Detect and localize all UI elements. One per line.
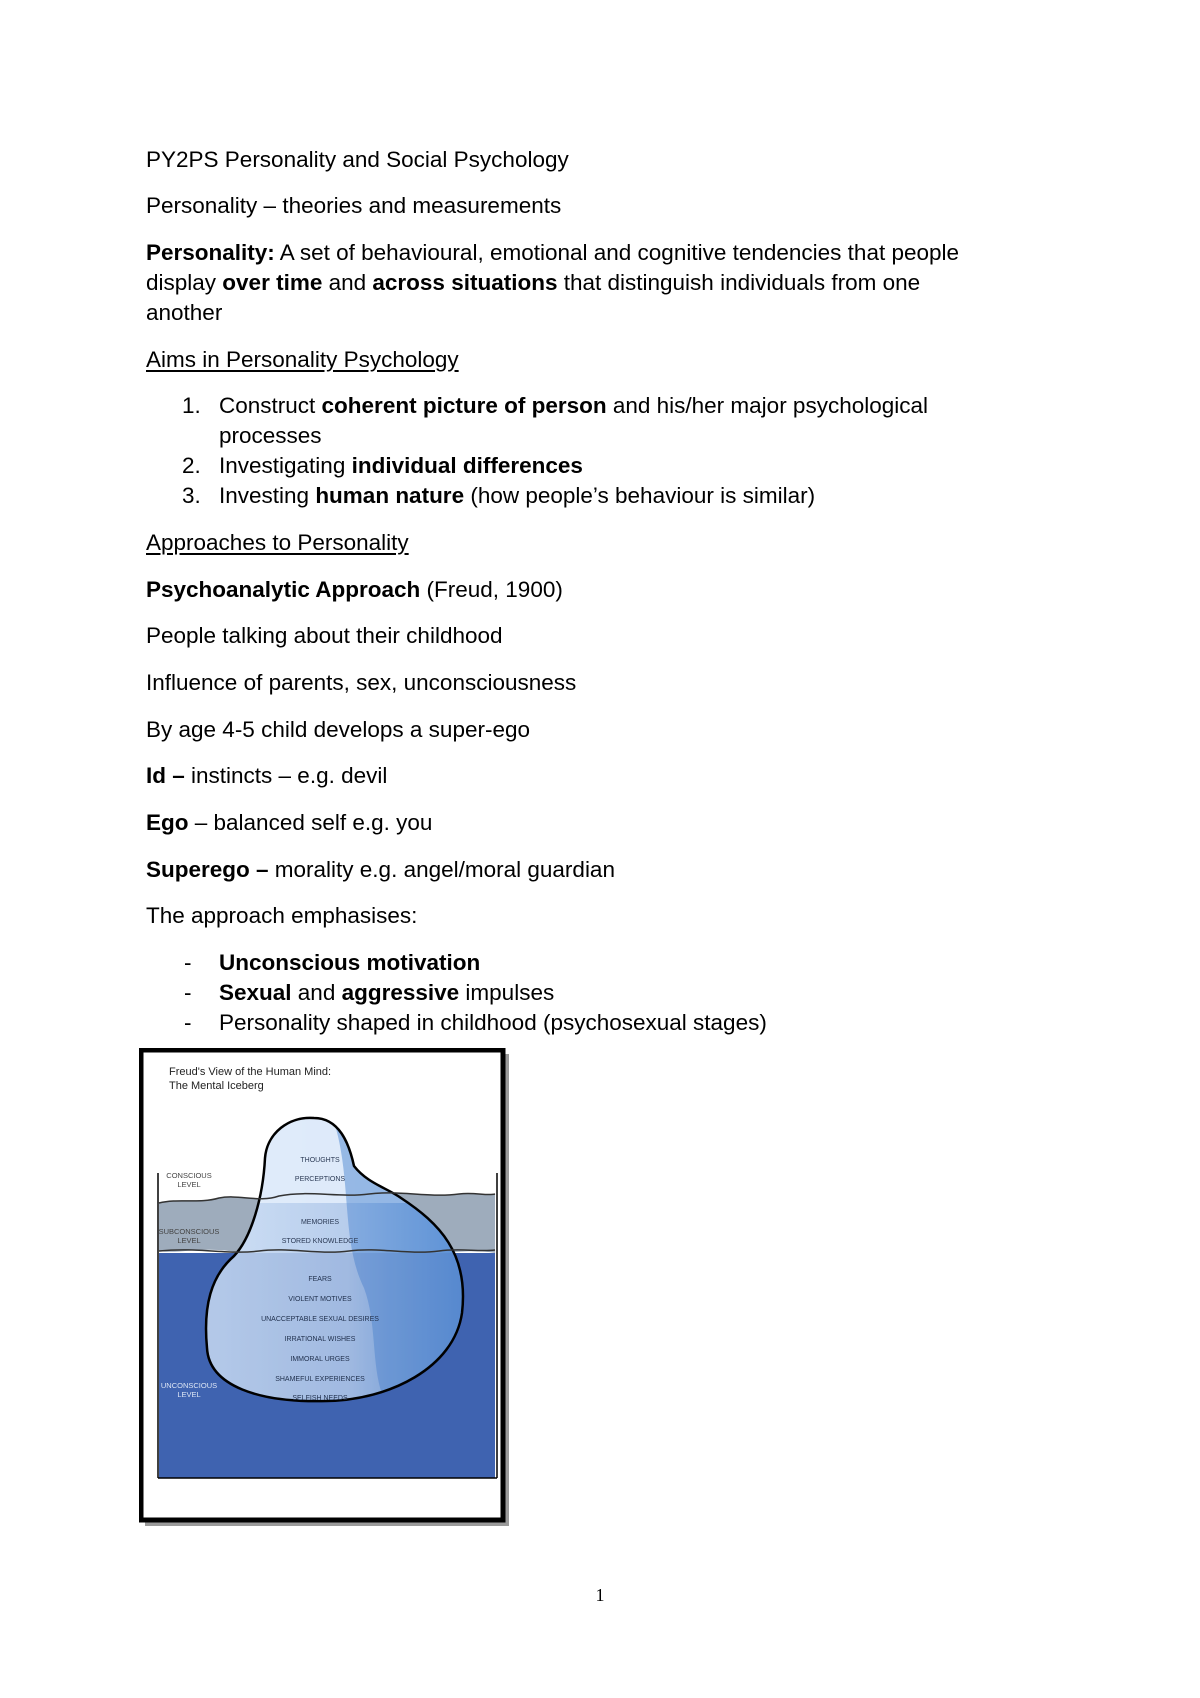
bullet-item-3: Personality shaped in childhood (psychosexual stages) (219, 1010, 767, 1035)
superego-line (146, 855, 615, 885)
psychoanalytic-citation: (Freud, 1900) (420, 577, 563, 602)
iceberg-item: UNACCEPTABLE SEXUAL DESIRES (261, 1316, 379, 1323)
emphasis-intro: The approach emphasises: (146, 903, 418, 928)
figure-title-1: Freud's View of the Human Mind: (169, 1066, 332, 1078)
aim-number: 3. (182, 483, 201, 508)
aim-item-1 (219, 391, 928, 421)
subconscious-level-label: SUBCONSCIOUS (158, 1227, 220, 1236)
aim-text: Investing (219, 483, 316, 508)
bullet-dash: - (184, 950, 192, 975)
iceberg-item: SHAMEFUL EXPERIENCES (275, 1376, 365, 1383)
subconscious-level-label: LEVEL (177, 1236, 201, 1245)
aim-bold: coherent picture of person (321, 393, 607, 418)
note-line: By age 4-5 child develops a super-ego (146, 717, 530, 742)
id-label: Id – (146, 763, 185, 788)
bullet-bold: aggressive (341, 980, 460, 1005)
aim-item-1-cont: processes (219, 423, 322, 448)
iceberg-item: MEMORIES (300, 1219, 340, 1226)
iceberg-item: FEARS (308, 1276, 332, 1283)
aim-number: 2. (182, 453, 201, 478)
ego-line (146, 808, 432, 838)
bullet-bold: Sexual (219, 980, 292, 1005)
ego-label: Ego (146, 810, 189, 835)
iceberg-item: IMMORAL URGES (290, 1356, 350, 1363)
definition-text: display (146, 270, 223, 295)
definition-line-3: another (146, 300, 223, 325)
aim-bold: human nature (315, 483, 465, 508)
iceberg-svg (139, 1048, 511, 1528)
superego-label: Superego – (146, 857, 269, 882)
bullet-item-1 (219, 948, 480, 978)
aim-text: Construct (219, 393, 322, 418)
definition-text: and (322, 270, 373, 295)
id-line (146, 761, 387, 791)
figure-title-2: The Mental Iceberg (169, 1080, 264, 1092)
note-line: Influence of parents, sex, unconsciousness (146, 670, 577, 695)
bullet-dash: - (184, 980, 192, 1005)
aim-text: (how people’s behaviour is similar) (464, 483, 816, 508)
aim-item-2 (219, 451, 583, 481)
definition-line-2 (146, 268, 920, 298)
iceberg-item: IRRATIONAL WISHES (284, 1336, 356, 1343)
aim-text: and his/her major psychological (606, 393, 929, 418)
definition-bold: over time (222, 270, 323, 295)
page-number: 1 (595, 1585, 605, 1605)
definition-bold: across situations (372, 270, 558, 295)
conscious-level-label: CONSCIOUS (166, 1171, 212, 1180)
iceberg-item: THOUGHTS (300, 1157, 340, 1164)
bullet-text: and (291, 980, 342, 1005)
course-title: PY2PS Personality and Social Psychology (146, 147, 569, 172)
bullet-bold: Unconscious motivation (219, 950, 481, 975)
iceberg-item: STORED KNOWLEDGE (281, 1238, 359, 1245)
unconscious-level-label: LEVEL (177, 1390, 201, 1399)
bullet-dash: - (184, 1010, 192, 1035)
id-text: instincts – e.g. devil (184, 763, 388, 788)
aims-heading: Aims in Personality Psychology (146, 347, 459, 372)
aim-bold: individual differences (351, 453, 583, 478)
psychoanalytic-heading (146, 575, 563, 605)
iceberg-item: VIOLENT MOTIVES (288, 1296, 352, 1303)
bullet-text: impulses (459, 980, 555, 1005)
aim-text: Investigating (219, 453, 352, 478)
conscious-level-label: LEVEL (177, 1180, 201, 1189)
definition-text: A set of behavioural, emotional and cognitive tendencies that people (274, 240, 960, 265)
iceberg-item: SELFISH NEEDS (292, 1395, 348, 1402)
definition-term: Personality: (146, 240, 275, 265)
iceberg-item: PERCEPTIONS (294, 1176, 346, 1183)
aim-number: 1. (182, 393, 201, 418)
approaches-heading: Approaches to Personality (146, 530, 409, 555)
unconscious-level-label: UNCONSCIOUS (160, 1381, 218, 1390)
subtitle: Personality – theories and measurements (146, 193, 562, 218)
psychoanalytic-title: Psychoanalytic Approach (146, 577, 421, 602)
aim-item-3 (219, 481, 815, 511)
bullet-item-2 (219, 978, 554, 1008)
iceberg-figure (139, 1048, 511, 1528)
ego-text: – balanced self e.g. you (188, 810, 433, 835)
superego-text: morality e.g. angel/moral guardian (268, 857, 615, 882)
definition-line-1 (146, 238, 959, 268)
definition-text: that distinguish individuals from one (557, 270, 921, 295)
note-line: People talking about their childhood (146, 623, 503, 648)
